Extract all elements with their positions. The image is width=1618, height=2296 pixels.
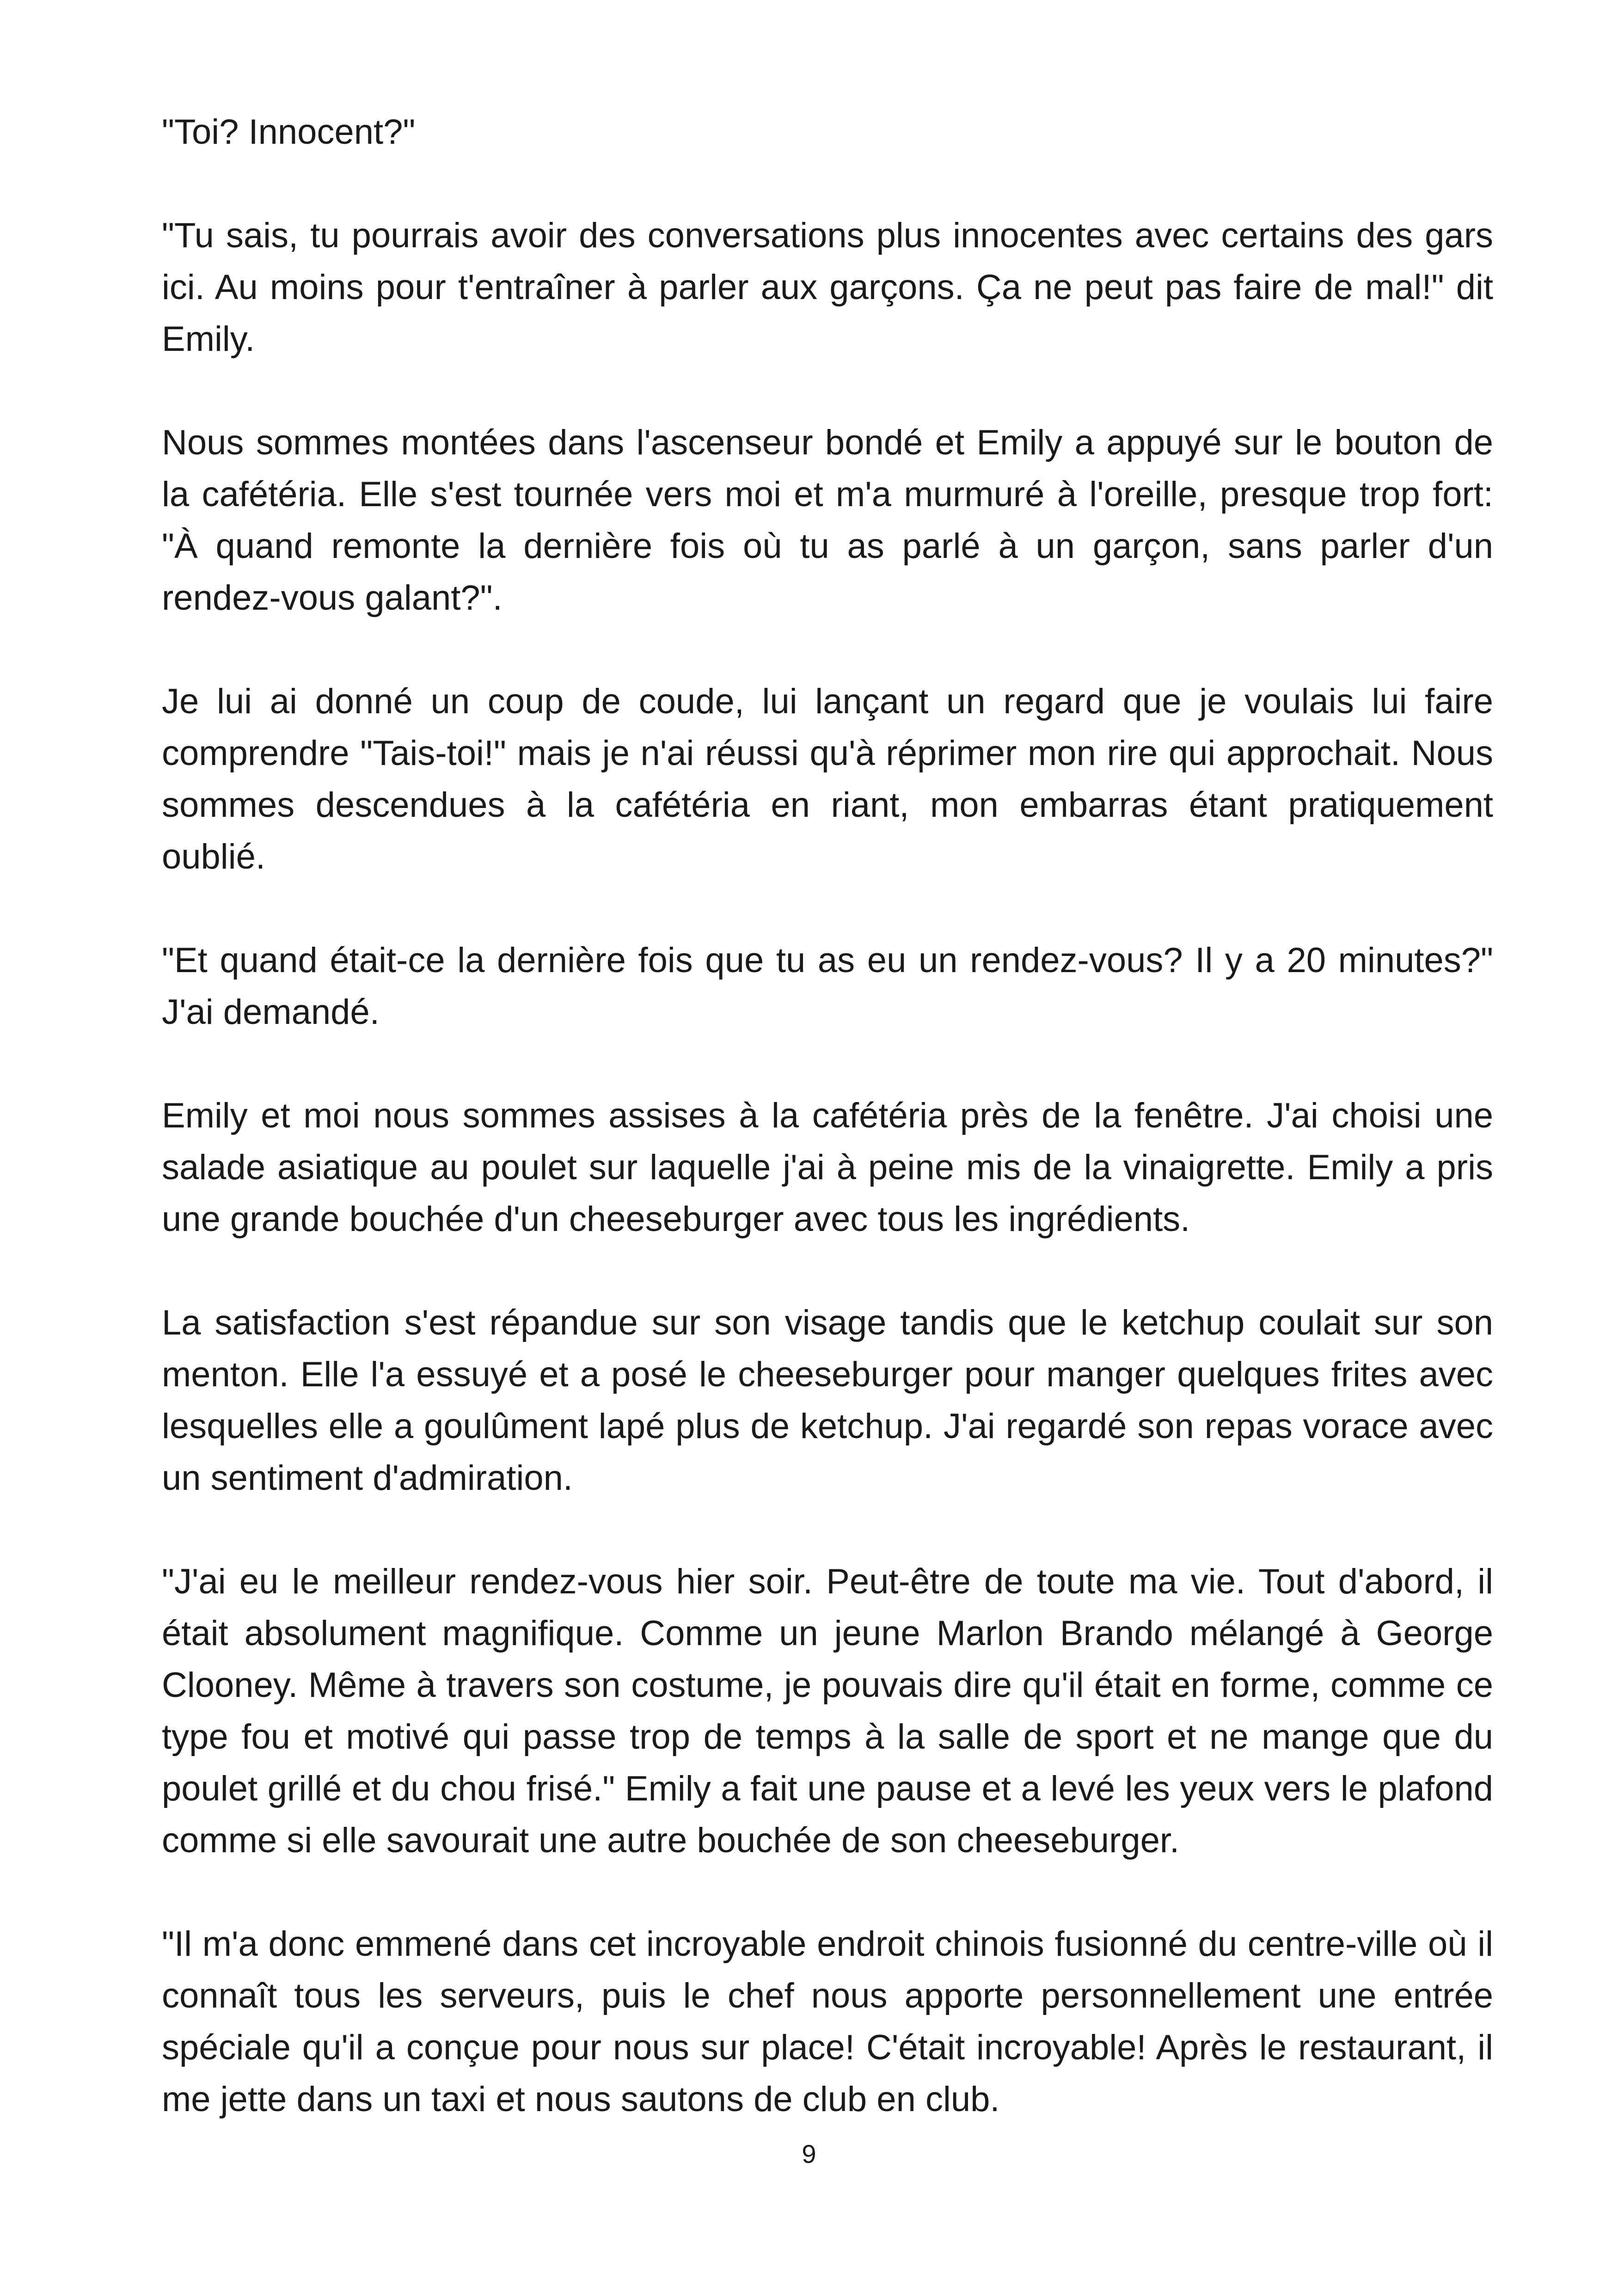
paragraph: Je lui ai donné un coup de coude, lui lançant un regard que je voulais lui faire comprendre "Tais-toi!" mais je n'ai réussi qu'à réprimer mon rire qui approchait. Nous sommes descendues à la cafétéria en riant, mon embarras étant pratiquement oublié. xyxy=(162,682,1493,876)
paragraph: "Et quand était-ce la dernière fois que tu as eu un rendez-vous? Il y a 20 minutes?" J'ai demandé. xyxy=(162,941,1493,1032)
paragraph: La satisfaction s'est répandue sur son visage tandis que le ketchup coulait sur son menton. Elle l'a essuyé et a posé le cheeseburger pour manger quelques frites avec lesquelles elle a goulûment lapé plus de ketchup. J'ai regardé son repas vorace avec un sentiment d'admiration. xyxy=(162,1303,1493,1498)
paragraph: "Il m'a donc emmené dans cet incroyable endroit chinois fusionné du centre-ville où il connaît tous les serveurs, puis le chef nous apporte personnellement une entrée spéciale qu'il a conçue pour nous sur place! C'était incroyable! Après le restaurant, il me jette dans un taxi et nous sautons de club en club. xyxy=(162,1924,1493,2119)
paragraph: "Toi? Innocent?" xyxy=(162,112,416,152)
page-number: 9 xyxy=(802,2139,816,2168)
paragraph: "Tu sais, tu pourrais avoir des conversations plus innocentes avec certains des gars ici. Au moins pour t'entraîner à parler aux garçons. Ça ne peut pas faire de mal!" dit Emily. xyxy=(162,216,1493,359)
paragraph: "J'ai eu le meilleur rendez-vous hier soir. Peut-être de toute ma vie. Tout d'abord, il était absolument magnifique. Comme un jeune Marlon Brando mélangé à George Clooney. Même à travers son costume, je pouvais dire qu'il était en forme, comme ce type fou et motivé qui passe trop de temps à la salle de sport et ne mange que du poulet grillé et du chou frisé." Emily a fait une pause et a levé les yeux vers le plafond comme si elle savourait une autre bouchée de son cheeseburger. xyxy=(162,1562,1493,1860)
paragraph: Emily et moi nous sommes assises à la cafétéria près de la fenêtre. J'ai choisi une salade asiatique au poulet sur laquelle j'ai à peine mis de la vinaigrette. Emily a pris une grande bouchée d'un cheeseburger avec tous les ingrédients. xyxy=(162,1096,1493,1239)
page-body xyxy=(162,106,1493,2125)
paragraph: Nous sommes montées dans l'ascenseur bondé et Emily a appuyé sur le bouton de la cafétéria. Elle s'est tournée vers moi et m'a murmuré à l'oreille, presque trop fort: "À quand remonte la dernière fois où tu as parlé à un garçon, sans parler d'un rendez-vous galant?". xyxy=(162,423,1493,618)
